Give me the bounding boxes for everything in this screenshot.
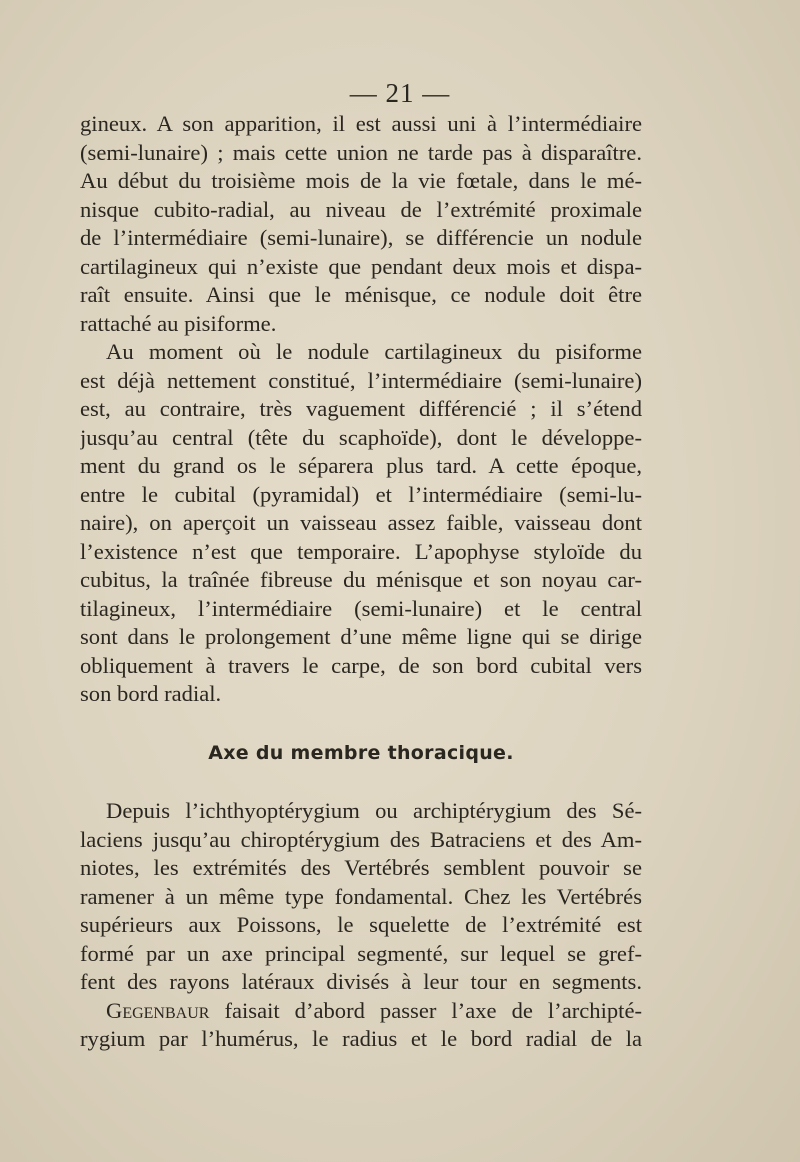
text-line: rattaché au pisiforme. <box>80 310 277 336</box>
paragraph-3 <box>80 797 642 997</box>
text-line: l’existence n’est que temporaire. L’apophyse styloïde du <box>80 538 642 564</box>
text-line: jusqu’au central (tête du scaphoïde), dont le développe- <box>80 424 642 450</box>
text-line: rygium par l’humérus, le radius et le bord radial de la <box>80 1026 642 1051</box>
text-line: niotes, les extrémités des Vertébrés semblent pouvoir se <box>80 855 642 880</box>
text-line: fent des rayons latéraux divisés à leur tour en segments. <box>80 969 642 994</box>
text-line: gineux. A son apparition, il est aussi uni à l’intermédiaire <box>80 111 642 136</box>
text-line: nisque cubito-radial, au niveau de l’extrémité proximale <box>80 196 642 222</box>
text-line: laciens jusqu’au chiroptérygium des Batraciens et des Am- <box>80 826 642 852</box>
text-line: Au moment où le nodule cartilagineux du pisiforme <box>106 339 642 364</box>
text-line: de l’intermédiaire (semi-lunaire), se différencie un nodule <box>80 225 642 250</box>
text-line: ramener à un même type fondamental. Chez les Vertébrés <box>80 883 642 909</box>
author-name: Gegenbaur <box>106 997 210 1023</box>
text-line: supérieurs aux Poissons, le squelette de l’extrémité est <box>80 912 642 937</box>
text-line: naire), on aperçoit un vaisseau assez faible, vaisseau dont <box>80 510 642 535</box>
paragraph-2 <box>80 338 642 709</box>
text-line: cartilagineux qui n’existe que pendant deux mois et dispa- <box>80 253 642 279</box>
text-line: tilagineux, l’intermédiaire (semi-lunaire) et le central <box>80 595 642 621</box>
text-line: obliquement à travers le carpe, de son bord cubital vers <box>80 652 642 678</box>
text-line: cubitus, la traînée fibreuse du ménisque et son noyau car- <box>80 567 642 592</box>
text-line: formé par un axe principal segmenté, sur lequel se gref- <box>80 940 642 966</box>
text-line: (semi-lunaire) ; mais cette union ne tarde pas à disparaître. <box>80 139 642 165</box>
text-line <box>80 997 642 1026</box>
text-line: est, au contraire, très vaguement différencié ; il s’étend <box>80 396 642 421</box>
paragraph-1 <box>80 110 642 338</box>
text-run: faisait d’abord passer l’axe de l’archipté- <box>209 997 642 1023</box>
page-number: — 21 — <box>349 78 451 108</box>
paragraph-4 <box>80 997 642 1054</box>
text-line: ment du grand os le séparera plus tard. A cette époque, <box>80 453 642 478</box>
text-line: sont dans le prolongement d’une même ligne qui se dirige <box>80 624 642 649</box>
text-line: est déjà nettement constitué, l’intermédiaire (semi-lunaire) <box>80 367 642 393</box>
text-line: Depuis l’ichthyoptérygium ou archiptérygium des Sé- <box>106 798 642 823</box>
text-line: entre le cubital (pyramidal) et l’intermédiaire (semi-lu- <box>80 481 642 507</box>
text-line: Au début du troisième mois de la vie fœtale, dans le mé- <box>80 168 642 193</box>
section-heading: Axe du membre thoracique. <box>208 741 514 764</box>
body-text <box>80 110 642 1054</box>
text-line: raît ensuite. Ainsi que le ménisque, ce nodule doit être <box>80 282 642 307</box>
text-line: son bord radial. <box>80 681 222 706</box>
